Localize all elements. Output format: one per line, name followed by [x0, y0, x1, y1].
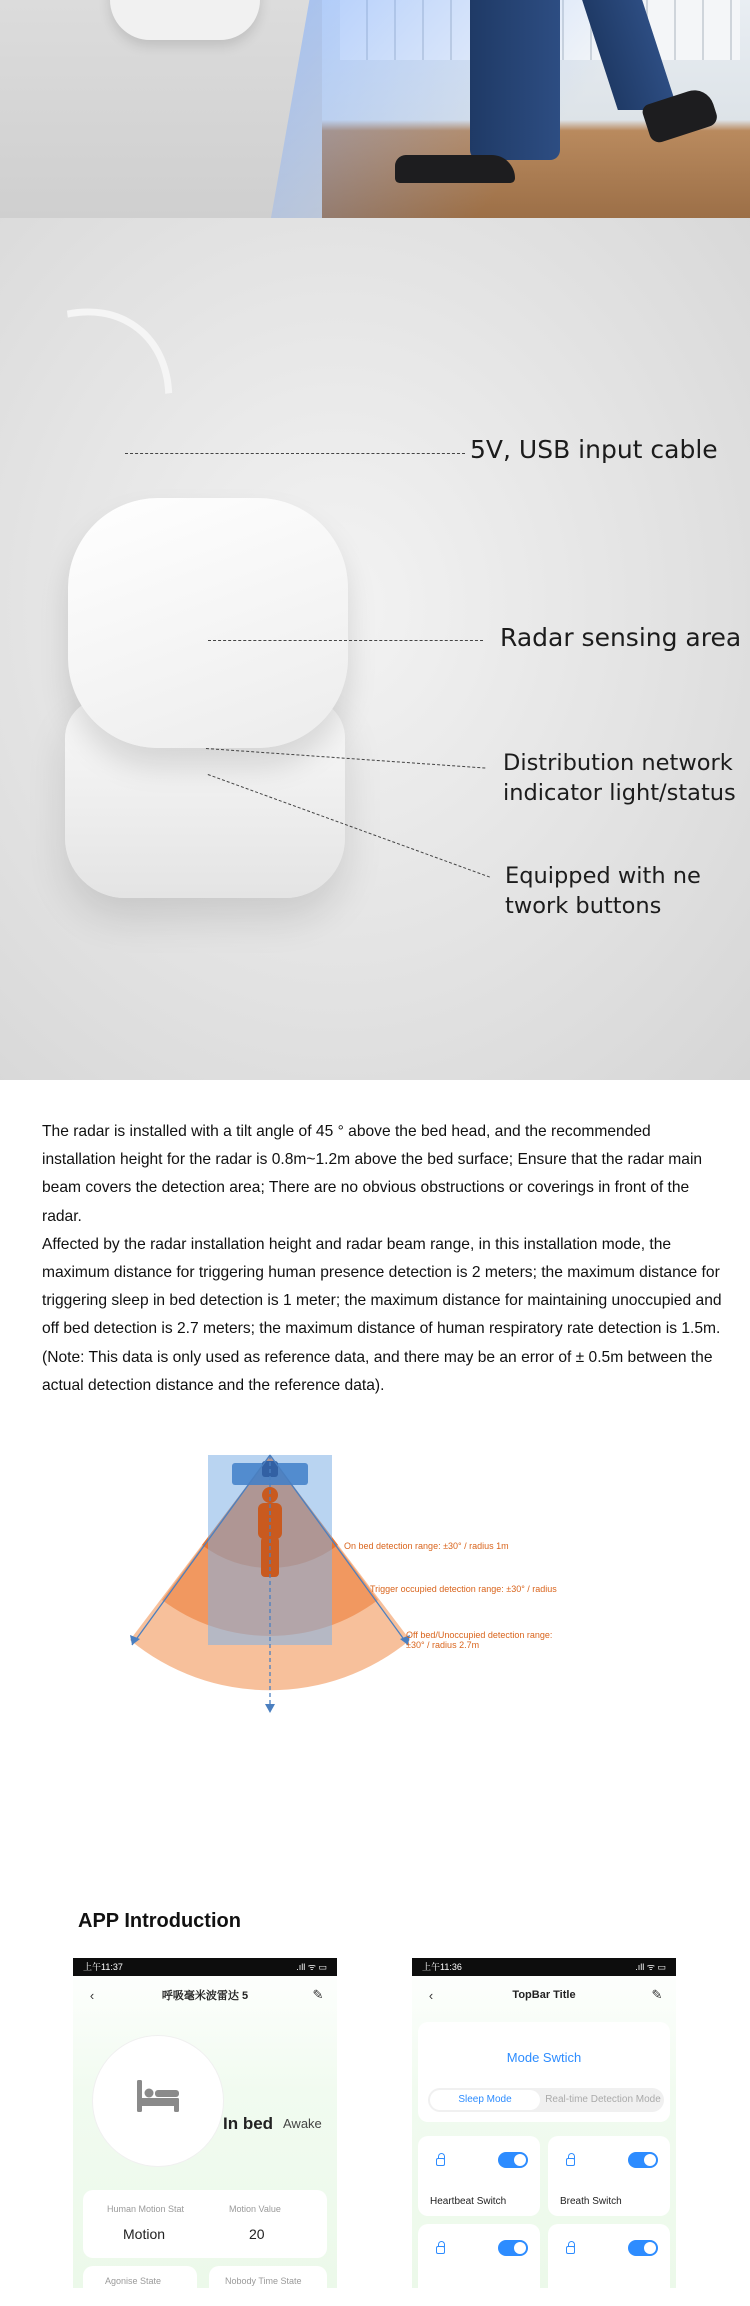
breath-switch-label: Breath Switch — [560, 2196, 622, 2207]
phone1-nav-title: 呼吸毫米波雷达 5 — [161, 1990, 249, 2002]
phone1-status-bar — [73, 1958, 337, 1976]
description-paragraph-distances: Affected by the radar installation height and radar beam range, in this installation mode, the maximum distance for triggering human presence detection is 2 meters; the maximum distance for triggering sleep in bed detection is 1 meter; the maximum distance for maintaining unoccupied and off bed detection is 2.7 meters; the maximum distance of human respiratory rate detection is 1.5m. — [42, 1235, 722, 1338]
phone2-status-bar — [412, 1958, 676, 1976]
lock-icon — [566, 2246, 575, 2254]
lock-icon — [566, 2158, 575, 2166]
stat-label-motion-state: Human Motion Stat — [107, 2204, 185, 2214]
edit-pencil-icon[interactable]: ✎ — [651, 1987, 663, 2002]
radar-device-photo — [110, 0, 260, 40]
phone2-nav-title: TopBar Title — [512, 1989, 576, 2001]
back-chevron-icon[interactable]: ‹ — [89, 1987, 95, 2003]
phone-screenshot-mode — [412, 1958, 676, 2288]
phone-screenshot-status — [73, 1958, 337, 2288]
product-callout-image — [0, 218, 750, 1080]
phone2-time: 上午11:36 — [422, 1962, 462, 1972]
heartbeat-switch-card — [418, 2136, 540, 2216]
person-leg-front — [470, 0, 560, 160]
description-paragraph-note: (Note: This data is only used as reference data, and there may be an error of ± 0.5m between the actual detection distance and the reference data). — [42, 1348, 713, 1394]
installation-description — [42, 1118, 722, 1400]
sleep-mode-tab[interactable]: Sleep Mode — [430, 2090, 540, 2110]
top-lifestyle-photo — [0, 0, 750, 218]
phone1-signal-icons: .ıll ᯤ ▭ — [296, 1962, 327, 1972]
stat-label-motion-value: Motion Value — [229, 2204, 281, 2214]
switch-card-row2-left — [418, 2224, 540, 2304]
label-off-bed-range: Off bed/Unoccupied detection range: ±30° / radius 2.7m — [406, 1630, 553, 1650]
app-introduction-title: APP Introduction — [78, 1910, 241, 1932]
breath-switch-card — [548, 2136, 670, 2216]
stat-label-agonise-state: Agonise State — [105, 2276, 162, 2286]
heartbeat-toggle[interactable] — [498, 2152, 528, 2168]
stat-label-nobody-time: Nobody Time State — [225, 2276, 302, 2286]
lock-icon — [436, 2246, 445, 2254]
person-shoe-front — [395, 155, 515, 183]
sleep-status-sub: Awake — [283, 2116, 322, 2131]
nobody-time-card — [209, 2266, 327, 2306]
back-chevron-icon[interactable]: ‹ — [428, 1987, 434, 2003]
callout-network-buttons: Equipped with ne twork buttons — [505, 863, 701, 919]
switch-toggle[interactable] — [628, 2240, 658, 2256]
callout-indicator-light: Distribution network indicator light/status — [503, 750, 736, 806]
breath-toggle[interactable] — [628, 2152, 658, 2168]
heartbeat-switch-label: Heartbeat Switch — [430, 2196, 507, 2207]
switch-toggle[interactable] — [498, 2240, 528, 2256]
label-trigger-range: Trigger occupied detection range: ±30° / radius — [370, 1584, 557, 1594]
phone2-nav-bar — [412, 1976, 676, 2014]
phone1-time: 上午11:37 — [83, 1962, 123, 1972]
bed-icon — [135, 2078, 181, 2114]
center-arrow-head — [265, 1704, 275, 1713]
stat-value-motion-value: 20 — [249, 2226, 265, 2242]
callout-usb-cable: 5V, USB input cable — [470, 435, 718, 464]
phone1-nav-bar — [73, 1976, 337, 2014]
lock-icon — [436, 2158, 445, 2166]
mode-switch-card — [418, 2022, 670, 2122]
leader-line-radar-area — [208, 640, 483, 641]
device-radar-puck — [68, 498, 348, 748]
realtime-detection-mode-tab[interactable]: Real-time Detection Mode — [545, 2094, 661, 2105]
detection-range-diagram — [120, 1455, 590, 1715]
motion-stats-card — [83, 2190, 327, 2258]
bed-status-main: In bed — [223, 2114, 274, 2133]
bed-status-circle — [93, 2036, 223, 2166]
mode-switch-title: Mode Swtich — [506, 2050, 582, 2065]
callout-radar-area: Radar sensing area — [500, 623, 742, 652]
leader-line-usb — [125, 453, 465, 454]
switch-card-row2-right — [548, 2224, 670, 2304]
label-on-bed-range: On bed detection range: ±30° / radius 1m — [344, 1541, 509, 1551]
agonise-state-card — [83, 2266, 197, 2306]
description-paragraph-installation: The radar is installed with a tilt angle of 45 ° above the bed head, and the recommended installation height for the radar is 0.8m~1.2m above the bed surface; Ensure that the radar main beam covers the detection area; There are no obvious obstructions or coverings in front of the radar. — [42, 1123, 703, 1225]
mode-segmented-control — [428, 2088, 664, 2112]
stat-value-motion-state: Motion — [123, 2226, 166, 2242]
edit-pencil-icon[interactable]: ✎ — [312, 1987, 324, 2002]
phone2-signal-icons: .ıll ᯤ ▭ — [635, 1962, 666, 1972]
